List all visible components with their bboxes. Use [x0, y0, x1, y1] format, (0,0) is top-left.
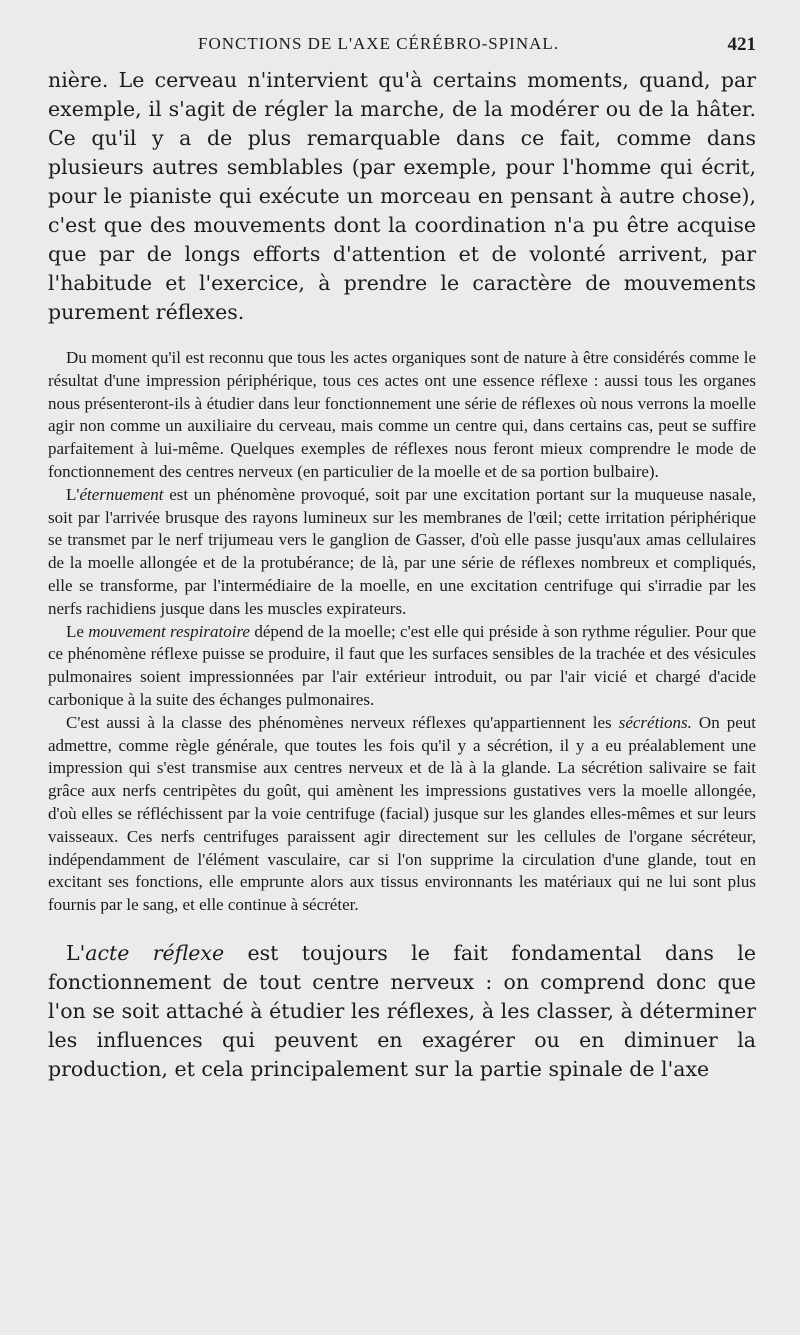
term-secretions: sécrétions. — [618, 712, 692, 732]
term-acte-reflexe: acte réflexe — [85, 940, 225, 965]
page-number: 421 — [727, 34, 756, 55]
paragraph-3 — [48, 484, 756, 621]
paragraph-3-lead: L' — [66, 484, 80, 504]
paragraph-5-lead: C'est aussi à la classe des phénomènes nerveux réflexes qu'appartiennent les — [66, 712, 619, 732]
term-mouvement-respiratoire: mouvement respiratoire — [88, 621, 250, 641]
paragraph-6-lead: L' — [66, 940, 86, 965]
paragraph-3-text: est un phénomène provoqué, soit par une excitation portant sur la muqueuse nasale, soit par l'arrivée brusque des rayons lumineux sur les membranes de l'œil; cette irritation périphérique se transmet par le nerf trijumeau vers le ganglion de Gasser, d'où elle passe jusqu'aux amas cellulaires de la moelle allongée et de la protubérance; de là, par une série de réflexes nombreux et compliqués, elle se transforme, par l'intermédiaire de la moelle, en une excitation centrifuge qui s'irradie par les nerfs rachidiens jusque dans les muscles expirateurs. — [48, 484, 756, 618]
paragraph-4 — [48, 621, 756, 712]
page-header — [48, 34, 756, 62]
paragraph-5-text: On peut admettre, comme règle générale, que toutes les fois qu'il y a sécrétion, il y a eu préalablement une impression qui s'est transmise aux centres nerveux et de là à la glande. La sécrétion salivaire se fait grâce aux nerfs centripètes du goût, qui amènent les impressions gustatives vers la moelle allongée, d'où elles se réfléchissent par la voie centrifuge (facial) jusque sur les glandes elles-mêmes et sur leurs vaisseaux. Ces nerfs centrifuges paraissent agir directement sur les cellules de l'organe sécréteur, indépendamment de l'élément vasculaire, car si l'on supprime la circulation d'une glande, tout en excitant ses fonctions, elle emprunte alors aux tissus environnants les matériaux qui ne lui sont plus fournis par le sang, et elle continue à sécréter. — [48, 712, 757, 915]
paragraph-2: Du moment qu'il est reconnu que tous les actes organiques sont de nature à être considérés comme le résultat d'une impression périphérique, tous ces actes ont une essence réflexe : aussi tous les organes nous présenteront-ils à étudier dans leur fonctionnement une série de réflexes où nous verrons la moelle agir non comme un auxiliaire du cerveau, mais comme un centre qui, dans certains cas, peut se suffire parfaitement à lui-même. Quelques exemples de réflexes nous feront mieux comprendre le mode de fonctionnement des centres nerveux (en particulier de la moelle et de sa portion bulbaire). — [48, 348, 756, 481]
paragraph-5 — [48, 712, 756, 917]
paragraph-1: nière. Le cerveau n'intervient qu'à certains moments, quand, par exemple, il s'agit de régler la marche, de la modérer ou de la hâter. Ce qu'il y a de plus remarquable dans ce fait, comme dans plusieurs autres semblables (par exemple, pour l'homme qui écrit, pour le pianiste qui exécute un morceau en pensant à autre chose), c'est que des mouvements dont la coordination n'a pu être acquise que par de longs efforts d'attention et de volonté arrivent, par l'habitude et l'exercice, à prendre le caractère de mouvements purement réflexes. — [48, 68, 756, 324]
running-head: FONCTIONS DE L'AXE CÉRÉBRO-SPINAL. — [198, 34, 560, 53]
paragraph-4-lead: Le — [66, 621, 89, 641]
paragraph-4-text: dépend de la moelle; c'est elle qui préside à son rythme régulier. Pour que ce phénomène réflexe puisse se produire, il faut que les surfaces sensibles de la trachée et des vésicules pulmonaires soient impressionnées par l'air extérieur introduit, ou par l'air vicié et chargé d'acide carbonique à la suite des échanges pulmonaires. — [48, 621, 756, 709]
term-eternuement: éternuement — [79, 484, 164, 504]
page-body — [48, 66, 756, 1084]
paragraph-6 — [48, 939, 756, 1084]
paragraph-6-text: est toujours le fait fondamental dans le fonctionnement de tout centre nerveux : on comprend donc que l'on se soit attaché à étudier les réflexes, à les classer, à déterminer les influences qui peuvent en exagérer ou en diminuer la production, et cela principalement sur la partie spinale de l'axe — [48, 940, 756, 1081]
